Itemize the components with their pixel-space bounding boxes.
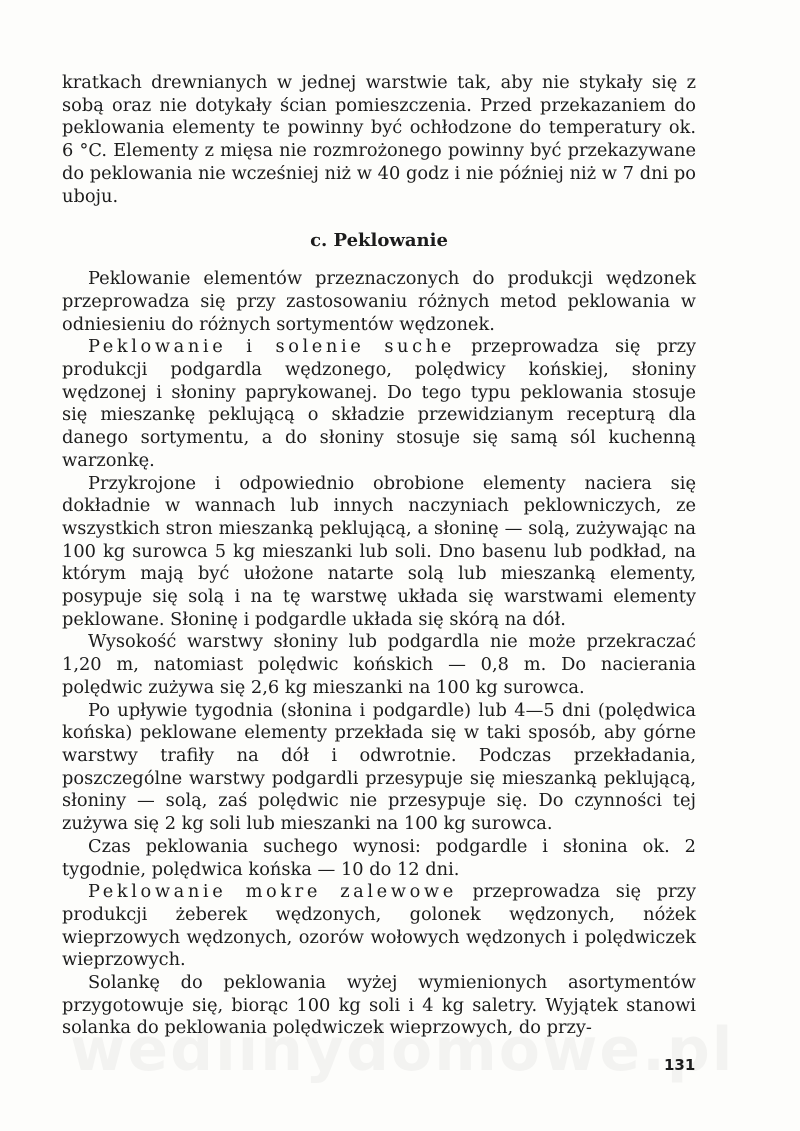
paragraph-rubbing: Przykrojone i odpowiednio obrobione elementy naciera się dokładnie w wannach lub innych naczyniach peklowniczych, ze wszystkich stron mieszanką peklującą, a słoninę — solą, zużywając na 100 kg surowca 5 kg mieszanki lub soli. Dno basenu lub podkład, na którym mają być ułożone natarte solą lub mieszanką elementy, posypuje się solą i na tę warstwę układa się warstwami elementy peklowane. Słoninę i podgardle układa się skórą na dół. (62, 472, 696, 630)
page-number: 131 (664, 1056, 696, 1074)
paragraph-wet-curing (62, 881, 696, 972)
paragraph-brine: Solankę do peklowania wyżej wymienionych asortymentów przygotowuje się, biorąc 100 kg soli i 4 kg saletry. Wyjątek stanowi solanka do peklowania polędwiczek wieprzowych, do przy- (62, 972, 696, 1039)
paragraph-dry-curing-text: przeprowadza się przy produkcji podgardla wędzonego, polędwicy końskiej, słoniny wędzonej i słoniny paprykowanej. Do tego typu peklowania stosuje się mieszankę peklującą o składzie przewidzianym recepturą dla danego sortymentu, a do słoniny stosuje się samą sól kuchenną warzonkę. (62, 336, 697, 471)
paragraph-layer-height: Wysokość warstwy słoniny lub podgardla nie może przekraczać 1,20 m, natomiast polędwic końskich — 0,8 m. Do nacierania polędwic zużywa się 2,6 kg mieszanki na 100 kg surowca. (62, 631, 696, 698)
term-wet-curing: Peklowanie mokre zalewowe (88, 881, 457, 903)
paragraph-wet-curing-text: przeprowadza się przy produkcji żeberek wędzonych, golonek wędzonych, nóżek wieprzowych wędzonych, ozorów wołowych wędzonych i polędwiczek wieprzowych. (62, 881, 696, 971)
paragraph-rearranging: Po upływie tygodnia (słonina i podgardle) lub 4—5 dni (polędwica końska) peklowane elementy przekłada się w taki sposób, aby górne warstwy trafiły na dół i odwrotnie. Podczas przekładania, poszczególne warstwy podgardli przesypuje się mieszanką peklującą, słoniny — solą, zaś polędwic nie przesypuje się. Do czynności tej zużywa się 2 kg soli lub mieszanki na 100 kg surowca. (62, 699, 696, 835)
section-heading: c. Peklowanie (310, 230, 448, 252)
paragraph-dry-curing (62, 336, 696, 472)
paragraph-continuation: kratkach drewnianych w jednej warstwie tak, aby nie stykały się z sobą oraz nie dotykały ścian pomieszczenia. Przed przekazaniem do peklowania elementy te powinny być ochłodzone do temperatury ok. 6 °C. Elementy z mięsa nie rozmrożonego powinny być przekazywane do peklowania nie wcześniej niż w 40 godz i nie później niż w 7 dni po uboju. (62, 72, 696, 207)
paragraph-intro: Peklowanie elementów przeznaczonych do produkcji wędzonek przeprowadza się przy zastosowaniu różnych metod peklowania w odniesieniu do różnych sortymentów wędzonek. (62, 268, 696, 335)
paragraph-curing-time: Czas peklowania suchego wynosi: podgardle i słonina ok. 2 tygodnie, polędwica końska — 10 do 12 dni. (62, 835, 696, 880)
term-dry-curing: Peklowanie i solenie suche (88, 336, 455, 358)
page-body (62, 72, 696, 1040)
